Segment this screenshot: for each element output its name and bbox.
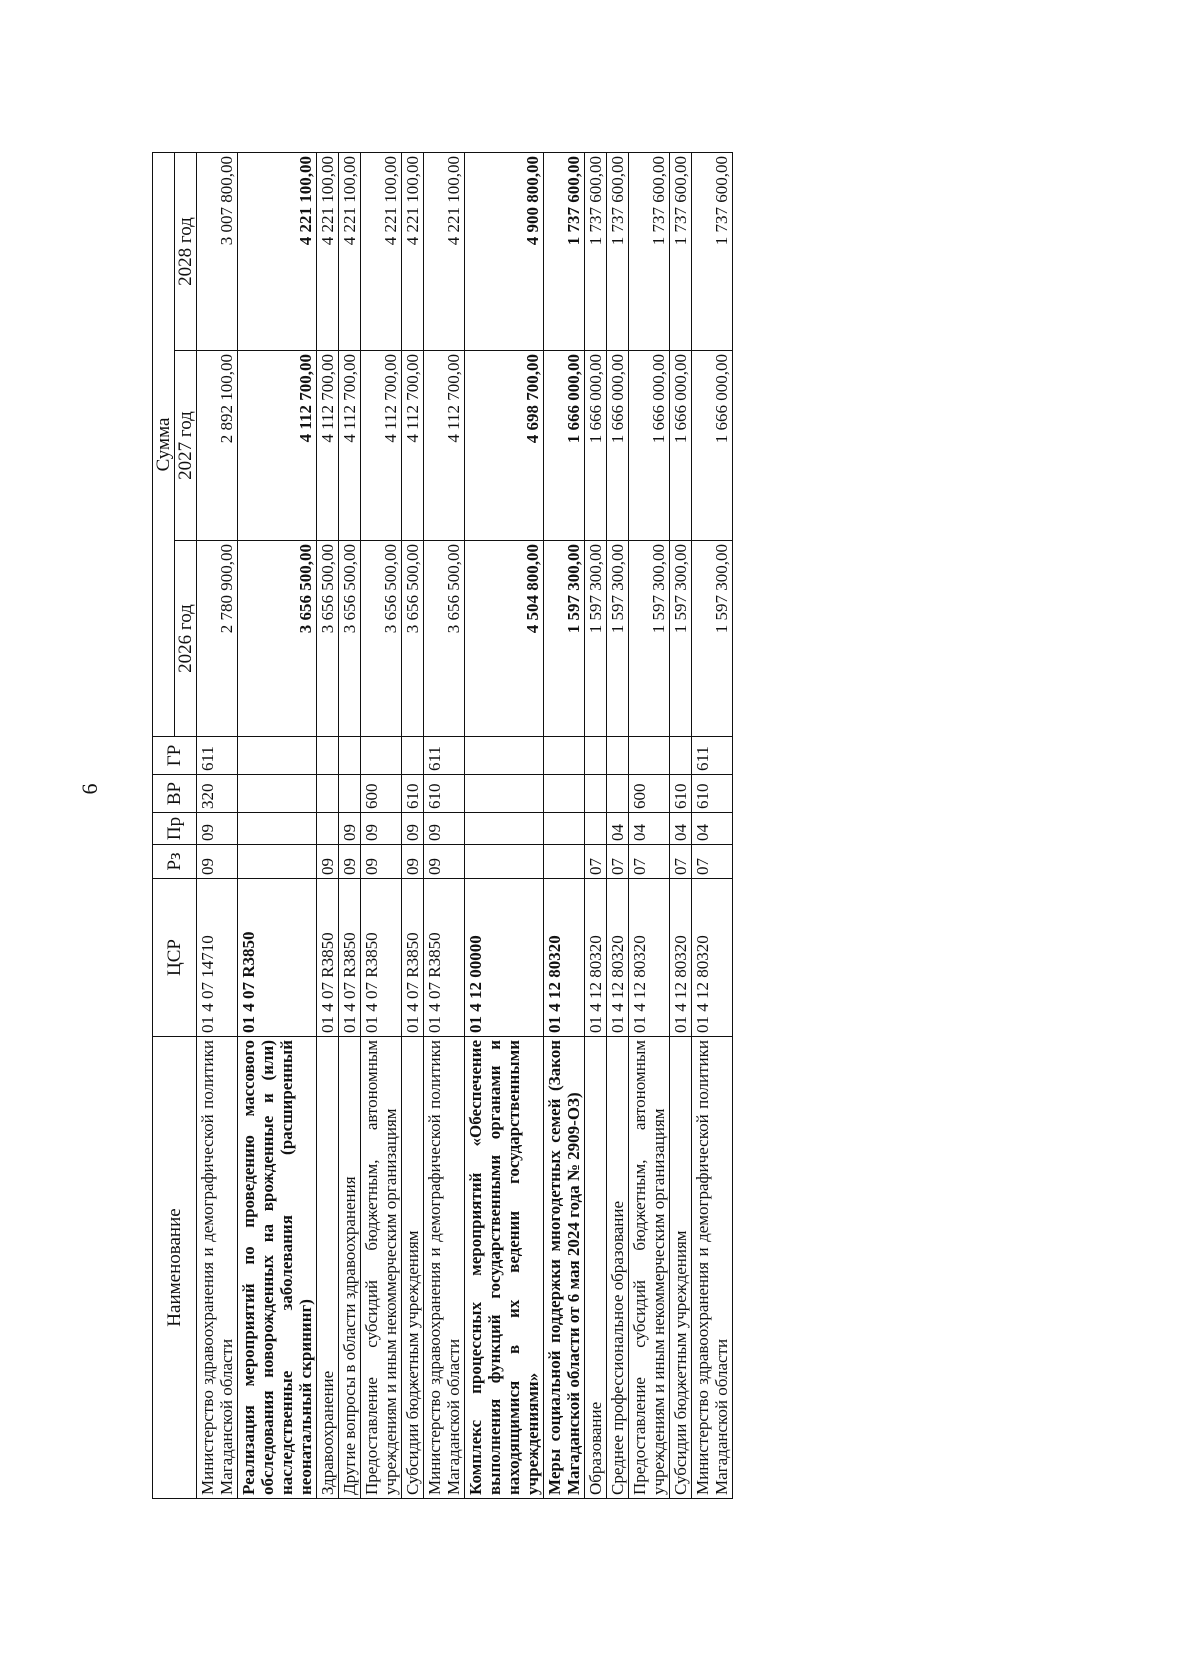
row-csr: 01 4 07 R3850 bbox=[238, 879, 317, 1037]
row-sum-2026: 3 656 500,00 bbox=[339, 541, 361, 737]
row-vr: 600 bbox=[361, 775, 402, 813]
row-vr bbox=[465, 775, 544, 813]
row-csr: 01 4 07 R3850 bbox=[361, 879, 402, 1037]
row-name: Другие вопросы в области здравоохранения bbox=[339, 1037, 361, 1499]
row-gr: 611 bbox=[424, 737, 465, 775]
row-rz: 07 bbox=[607, 845, 629, 879]
row-rz: 09 bbox=[424, 845, 465, 879]
row-vr bbox=[544, 775, 585, 813]
row-sum-2026: 3 656 500,00 bbox=[424, 541, 465, 737]
row-sum-2028: 1 737 600,00 bbox=[629, 152, 670, 350]
row-csr: 01 4 07 14710 bbox=[197, 879, 238, 1037]
row-sum-2028: 4 221 100,00 bbox=[424, 152, 465, 350]
row-sum-2026: 3 656 500,00 bbox=[361, 541, 402, 737]
row-gr: 611 bbox=[692, 737, 733, 775]
row-csr: 01 4 12 80320 bbox=[670, 879, 692, 1037]
row-sum-2028: 4 900 800,00 bbox=[465, 152, 544, 350]
row-gr bbox=[585, 737, 607, 775]
row-rz: 09 bbox=[339, 845, 361, 879]
row-pr: 09 bbox=[424, 813, 465, 845]
row-pr bbox=[465, 813, 544, 845]
row-sum-2026: 3 656 500,00 bbox=[317, 541, 339, 737]
row-sum-2026: 2 780 900,00 bbox=[197, 541, 238, 737]
row-rz: 07 bbox=[670, 845, 692, 879]
row-name: Здравоохранение bbox=[317, 1037, 339, 1499]
header-2028: 2028 год bbox=[175, 152, 197, 350]
row-pr: 04 bbox=[607, 813, 629, 845]
row-csr: 01 4 12 00000 bbox=[465, 879, 544, 1037]
table-body bbox=[197, 152, 733, 1498]
row-csr: 01 4 12 80320 bbox=[544, 879, 585, 1037]
row-pr: 04 bbox=[629, 813, 670, 845]
row-rz: 07 bbox=[629, 845, 670, 879]
table-header bbox=[153, 152, 197, 1498]
row-sum-2026: 1 597 300,00 bbox=[607, 541, 629, 737]
row-csr: 01 4 12 80320 bbox=[692, 879, 733, 1037]
table-row bbox=[544, 152, 585, 1498]
row-rz: 09 bbox=[317, 845, 339, 879]
row-sum-2028: 4 221 100,00 bbox=[317, 152, 339, 350]
row-sum-2028: 1 737 600,00 bbox=[692, 152, 733, 350]
row-sum-2027: 2 892 100,00 bbox=[197, 351, 238, 541]
row-sum-2027: 4 112 700,00 bbox=[317, 351, 339, 541]
row-pr bbox=[317, 813, 339, 845]
row-sum-2026: 3 656 500,00 bbox=[238, 541, 317, 737]
row-vr: 610 bbox=[402, 775, 424, 813]
row-name: Министерство здравоохранения и демографической политики Магаданской области bbox=[424, 1037, 465, 1499]
row-gr: 611 bbox=[197, 737, 238, 775]
row-rz: 07 bbox=[585, 845, 607, 879]
header-rz: Рз bbox=[153, 845, 197, 879]
row-vr bbox=[317, 775, 339, 813]
header-csr: ЦСР bbox=[153, 879, 197, 1037]
table-row bbox=[629, 152, 670, 1498]
row-name: Комплекс процессных мероприятий «Обеспечение выполнения функций государственными органами и находящимися в их ведении государственными учреждениями» bbox=[465, 1037, 544, 1499]
table-row bbox=[317, 152, 339, 1498]
row-vr bbox=[339, 775, 361, 813]
row-sum-2027: 1 666 000,00 bbox=[670, 351, 692, 541]
table-row bbox=[197, 152, 238, 1498]
header-gr: ГР bbox=[153, 737, 197, 775]
row-pr bbox=[544, 813, 585, 845]
row-sum-2026: 1 597 300,00 bbox=[692, 541, 733, 737]
row-name: Предоставление субсидий бюджетным, автономным учреждениям и иным некоммерческим организациям bbox=[361, 1037, 402, 1499]
row-sum-2027: 4 112 700,00 bbox=[361, 351, 402, 541]
row-pr: 04 bbox=[692, 813, 733, 845]
row-rz: 09 bbox=[402, 845, 424, 879]
row-sum-2026: 3 656 500,00 bbox=[402, 541, 424, 737]
row-sum-2028: 4 221 100,00 bbox=[361, 152, 402, 350]
row-name: Субсидии бюджетным учреждениям bbox=[670, 1037, 692, 1499]
row-pr: 09 bbox=[197, 813, 238, 845]
row-sum-2027: 4 112 700,00 bbox=[339, 351, 361, 541]
row-name: Министерство здравоохранения и демографической политики Магаданской области bbox=[692, 1037, 733, 1499]
row-sum-2028: 1 737 600,00 bbox=[670, 152, 692, 350]
row-vr: 610 bbox=[692, 775, 733, 813]
row-rz: 09 bbox=[197, 845, 238, 879]
row-sum-2027: 1 666 000,00 bbox=[585, 351, 607, 541]
row-csr: 01 4 07 R3850 bbox=[424, 879, 465, 1037]
row-gr bbox=[339, 737, 361, 775]
row-gr bbox=[402, 737, 424, 775]
table-row bbox=[670, 152, 692, 1498]
row-gr bbox=[670, 737, 692, 775]
row-gr bbox=[465, 737, 544, 775]
row-vr: 610 bbox=[424, 775, 465, 813]
header-2026: 2026 год bbox=[175, 541, 197, 737]
row-name: Министерство здравоохранения и демографической политики Магаданской области bbox=[197, 1037, 238, 1499]
header-2027: 2027 год bbox=[175, 351, 197, 541]
row-pr: 09 bbox=[402, 813, 424, 845]
row-pr: 09 bbox=[339, 813, 361, 845]
table-row bbox=[585, 152, 607, 1498]
row-csr: 01 4 12 80320 bbox=[607, 879, 629, 1037]
row-gr bbox=[544, 737, 585, 775]
table-row bbox=[607, 152, 629, 1498]
header-name: Наименование bbox=[153, 1037, 197, 1499]
table-row bbox=[465, 152, 544, 1498]
row-sum-2026: 1 597 300,00 bbox=[544, 541, 585, 737]
row-rz: 09 bbox=[361, 845, 402, 879]
row-sum-2028: 4 221 100,00 bbox=[339, 152, 361, 350]
row-rz bbox=[465, 845, 544, 879]
row-sum-2027: 1 666 000,00 bbox=[544, 351, 585, 541]
row-sum-2028: 4 221 100,00 bbox=[402, 152, 424, 350]
row-sum-2027: 4 112 700,00 bbox=[402, 351, 424, 541]
row-csr: 01 4 07 R3850 bbox=[402, 879, 424, 1037]
row-vr bbox=[607, 775, 629, 813]
header-pr: Пр bbox=[153, 813, 197, 845]
row-sum-2026: 1 597 300,00 bbox=[585, 541, 607, 737]
row-sum-2026: 1 597 300,00 bbox=[629, 541, 670, 737]
table-row bbox=[339, 152, 361, 1498]
row-name: Меры социальной поддержки многодетных семей (Закон Магаданской области от 6 мая 2024 года № 2909-ОЗ) bbox=[544, 1037, 585, 1499]
table-row bbox=[238, 152, 317, 1498]
row-csr: 01 4 07 R3850 bbox=[317, 879, 339, 1037]
row-sum-2026: 1 597 300,00 bbox=[670, 541, 692, 737]
row-gr bbox=[361, 737, 402, 775]
page-number: 6 bbox=[77, 783, 102, 795]
row-gr bbox=[238, 737, 317, 775]
row-pr: 04 bbox=[670, 813, 692, 845]
header-sum: Сумма bbox=[153, 152, 175, 736]
row-name: Среднее профессиональное образование bbox=[607, 1037, 629, 1499]
row-rz: 07 bbox=[692, 845, 733, 879]
row-sum-2028: 1 737 600,00 bbox=[607, 152, 629, 350]
row-name: Образование bbox=[585, 1037, 607, 1499]
table-row bbox=[692, 152, 733, 1498]
row-sum-2026: 4 504 800,00 bbox=[465, 541, 544, 737]
row-vr: 600 bbox=[629, 775, 670, 813]
row-sum-2027: 1 666 000,00 bbox=[607, 351, 629, 541]
row-sum-2028: 1 737 600,00 bbox=[544, 152, 585, 350]
row-sum-2028: 4 221 100,00 bbox=[238, 152, 317, 350]
row-pr bbox=[585, 813, 607, 845]
row-vr: 320 bbox=[197, 775, 238, 813]
row-vr bbox=[238, 775, 317, 813]
row-sum-2027: 4 698 700,00 bbox=[465, 351, 544, 541]
row-vr bbox=[585, 775, 607, 813]
row-rz bbox=[544, 845, 585, 879]
row-csr: 01 4 07 R3850 bbox=[339, 879, 361, 1037]
row-gr bbox=[629, 737, 670, 775]
header-vr: ВР bbox=[153, 775, 197, 813]
row-pr bbox=[238, 813, 317, 845]
row-sum-2027: 1 666 000,00 bbox=[629, 351, 670, 541]
row-csr: 01 4 12 80320 bbox=[585, 879, 607, 1037]
table-row bbox=[361, 152, 402, 1498]
row-name: Предоставление субсидий бюджетным, автономным учреждениям и иным некоммерческим организациям bbox=[629, 1037, 670, 1499]
row-sum-2027: 4 112 700,00 bbox=[424, 351, 465, 541]
row-gr bbox=[317, 737, 339, 775]
table-row bbox=[424, 152, 465, 1498]
row-name: Субсидии бюджетным учреждениям bbox=[402, 1037, 424, 1499]
row-sum-2027: 1 666 000,00 bbox=[692, 351, 733, 541]
row-sum-2028: 1 737 600,00 bbox=[585, 152, 607, 350]
row-rz bbox=[238, 845, 317, 879]
row-csr: 01 4 12 80320 bbox=[629, 879, 670, 1037]
table-row bbox=[402, 152, 424, 1498]
budget-table bbox=[152, 152, 733, 1499]
row-sum-2027: 4 112 700,00 bbox=[238, 351, 317, 541]
row-pr: 09 bbox=[361, 813, 402, 845]
row-sum-2028: 3 007 800,00 bbox=[197, 152, 238, 350]
row-gr bbox=[607, 737, 629, 775]
row-vr: 610 bbox=[670, 775, 692, 813]
row-name: Реализация мероприятий по проведению массового обследования новорожденных на врожденные и (или) наследственные заболевания (расширенный неонатальный скрининг) bbox=[238, 1037, 317, 1499]
